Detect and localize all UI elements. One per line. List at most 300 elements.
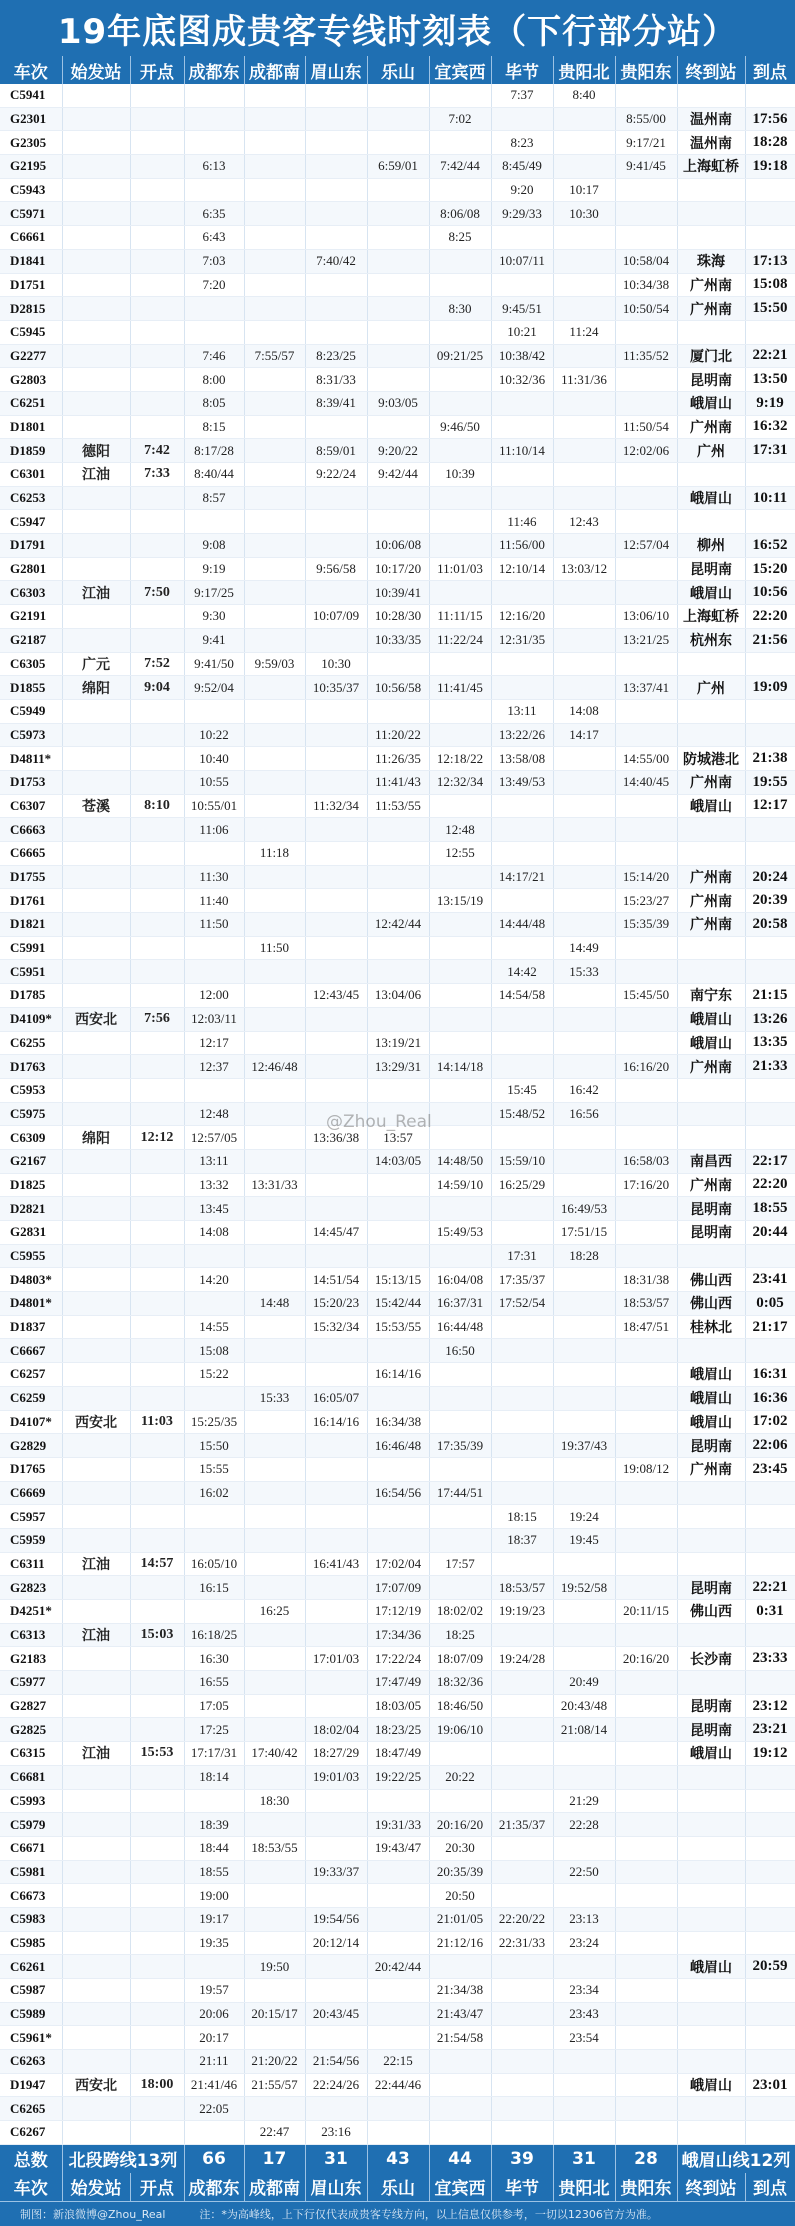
time-guiyangdong bbox=[615, 1955, 677, 1979]
time-chengdudong bbox=[184, 1244, 244, 1268]
train-number: G2277 bbox=[0, 344, 62, 368]
time-bijie: 10:21 bbox=[491, 320, 553, 344]
time-chengdunan bbox=[244, 1221, 305, 1245]
train-number: D1753 bbox=[0, 770, 62, 794]
time-leshan bbox=[367, 699, 429, 723]
time-chengdunan: 11:18 bbox=[244, 842, 305, 866]
time-meishandong: 10:35/37 bbox=[305, 676, 367, 700]
departure-time bbox=[130, 936, 184, 960]
time-leshan bbox=[367, 1197, 429, 1221]
origin-station bbox=[62, 1836, 130, 1860]
time-bijie bbox=[491, 818, 553, 842]
time-guiyangbei bbox=[553, 1647, 615, 1671]
train-number: G2167 bbox=[0, 1149, 62, 1173]
time-chengdunan bbox=[244, 486, 305, 510]
time-meishandong bbox=[305, 960, 367, 984]
origin-station bbox=[62, 770, 130, 794]
time-yibinxi bbox=[429, 984, 491, 1008]
time-chengdunan bbox=[244, 1671, 305, 1695]
column-header: 眉山东 bbox=[305, 56, 367, 84]
table-row bbox=[0, 794, 795, 818]
time-meishandong: 13:36/38 bbox=[305, 1126, 367, 1150]
time-guiyangbei bbox=[553, 913, 615, 937]
time-guiyangbei bbox=[553, 1742, 615, 1766]
table-row bbox=[0, 889, 795, 913]
destination-station: 峨眉山 bbox=[677, 2073, 745, 2097]
train-number: C5943 bbox=[0, 178, 62, 202]
departure-time bbox=[130, 297, 184, 321]
time-chengdunan: 9:59/03 bbox=[244, 652, 305, 676]
arrival-time: 22:20 bbox=[745, 605, 795, 629]
arrival-time: 19:18 bbox=[745, 155, 795, 179]
table-row bbox=[0, 1907, 795, 1931]
time-guiyangdong bbox=[615, 699, 677, 723]
arrival-time: 16:36 bbox=[745, 1386, 795, 1410]
time-guiyangdong bbox=[615, 1718, 677, 1742]
time-bijie bbox=[491, 889, 553, 913]
train-number: C6667 bbox=[0, 1339, 62, 1363]
time-bijie: 15:48/52 bbox=[491, 1102, 553, 1126]
origin-station bbox=[62, 818, 130, 842]
time-bijie bbox=[491, 486, 553, 510]
table-row bbox=[0, 2026, 795, 2050]
departure-time: 7:50 bbox=[130, 581, 184, 605]
destination-station: 昆明南 bbox=[677, 1197, 745, 1221]
destination-station bbox=[677, 818, 745, 842]
time-guiyangbei bbox=[553, 818, 615, 842]
destination-station bbox=[677, 1907, 745, 1931]
time-chengdunan: 20:15/17 bbox=[244, 2002, 305, 2026]
departure-time bbox=[130, 1836, 184, 1860]
time-chengdudong: 10:55/01 bbox=[184, 794, 244, 818]
train-number: C6661 bbox=[0, 226, 62, 250]
time-meishandong bbox=[305, 202, 367, 226]
destination-station bbox=[677, 1813, 745, 1837]
origin-station bbox=[62, 723, 130, 747]
time-meishandong: 16:14/16 bbox=[305, 1410, 367, 1434]
time-chengdudong: 16:30 bbox=[184, 1647, 244, 1671]
time-yibinxi bbox=[429, 486, 491, 510]
arrival-time: 19:55 bbox=[745, 770, 795, 794]
arrival-time: 13:26 bbox=[745, 1007, 795, 1031]
time-chengdudong bbox=[184, 960, 244, 984]
time-chengdudong bbox=[184, 842, 244, 866]
time-chengdudong: 13:32 bbox=[184, 1173, 244, 1197]
train-number: D1837 bbox=[0, 1315, 62, 1339]
table-row bbox=[0, 1718, 795, 1742]
time-bijie bbox=[491, 842, 553, 866]
time-guiyangdong bbox=[615, 2050, 677, 2074]
time-guiyangdong bbox=[615, 510, 677, 534]
destination-station bbox=[677, 2097, 745, 2121]
time-leshan: 10:28/30 bbox=[367, 605, 429, 629]
time-guiyangbei: 18:28 bbox=[553, 1244, 615, 1268]
time-guiyangdong: 9:41/45 bbox=[615, 155, 677, 179]
time-leshan bbox=[367, 344, 429, 368]
origin-station bbox=[62, 1481, 130, 1505]
origin-station bbox=[62, 1292, 130, 1316]
table-row bbox=[0, 2050, 795, 2074]
origin-station bbox=[62, 320, 130, 344]
destination-station bbox=[677, 2121, 745, 2145]
train-number: C5947 bbox=[0, 510, 62, 534]
column-header: 始发站 bbox=[62, 2173, 130, 2201]
time-chengdudong: 14:20 bbox=[184, 1268, 244, 1292]
time-guiyangbei bbox=[553, 1268, 615, 1292]
time-meishandong bbox=[305, 1979, 367, 2003]
total-count: 31 bbox=[305, 2144, 367, 2173]
time-guiyangbei: 22:50 bbox=[553, 1860, 615, 1884]
origin-station: 江油 bbox=[62, 1552, 130, 1576]
table-row bbox=[0, 273, 795, 297]
time-meishandong: 9:56/58 bbox=[305, 557, 367, 581]
time-guiyangbei: 10:17 bbox=[553, 178, 615, 202]
time-yibinxi: 20:16/20 bbox=[429, 1813, 491, 1837]
table-row bbox=[0, 1457, 795, 1481]
time-leshan: 10:17/20 bbox=[367, 557, 429, 581]
destination-station: 峨眉山 bbox=[677, 581, 745, 605]
time-guiyangdong: 13:06/10 bbox=[615, 605, 677, 629]
destination-station bbox=[677, 1528, 745, 1552]
time-leshan: 18:03/05 bbox=[367, 1694, 429, 1718]
time-chengdudong: 8:05 bbox=[184, 391, 244, 415]
train-number: C5977 bbox=[0, 1671, 62, 1695]
origin-station bbox=[62, 1528, 130, 1552]
origin-station bbox=[62, 486, 130, 510]
train-number: G2829 bbox=[0, 1434, 62, 1458]
destination-station: 昆明南 bbox=[677, 557, 745, 581]
time-leshan: 17:07/09 bbox=[367, 1576, 429, 1600]
destination-station: 上海虹桥 bbox=[677, 155, 745, 179]
origin-station: 西安北 bbox=[62, 2073, 130, 2097]
time-yibinxi bbox=[429, 581, 491, 605]
time-guiyangbei: 19:45 bbox=[553, 1528, 615, 1552]
time-guiyangdong: 10:34/38 bbox=[615, 273, 677, 297]
time-chengdudong: 8:40/44 bbox=[184, 463, 244, 487]
origin-station bbox=[62, 628, 130, 652]
time-guiyangdong: 17:16/20 bbox=[615, 1173, 677, 1197]
time-guiyangbei bbox=[553, 226, 615, 250]
time-yibinxi: 12:55 bbox=[429, 842, 491, 866]
table-row bbox=[0, 1386, 795, 1410]
time-chengdudong: 12:57/05 bbox=[184, 1126, 244, 1150]
table-row bbox=[0, 913, 795, 937]
destination-station bbox=[677, 2050, 745, 2074]
time-guiyangdong: 15:14/20 bbox=[615, 865, 677, 889]
time-meishandong: 19:01/03 bbox=[305, 1765, 367, 1789]
time-chengdunan bbox=[244, 557, 305, 581]
total-count: 39 bbox=[491, 2144, 553, 2173]
time-leshan: 9:42/44 bbox=[367, 463, 429, 487]
train-number: C6671 bbox=[0, 1836, 62, 1860]
train-number: G2801 bbox=[0, 557, 62, 581]
train-number: C6255 bbox=[0, 1031, 62, 1055]
train-number: C5953 bbox=[0, 1078, 62, 1102]
train-number: C6665 bbox=[0, 842, 62, 866]
column-header: 毕节 bbox=[491, 56, 553, 84]
time-meishandong: 14:51/54 bbox=[305, 1268, 367, 1292]
time-chengdudong bbox=[184, 320, 244, 344]
column-header: 贵阳东 bbox=[615, 56, 677, 84]
time-bijie: 12:10/14 bbox=[491, 557, 553, 581]
time-guiyangbei bbox=[553, 794, 615, 818]
origin-station bbox=[62, 1363, 130, 1387]
departure-time bbox=[130, 368, 184, 392]
time-leshan: 19:43/47 bbox=[367, 1836, 429, 1860]
time-meishandong bbox=[305, 1789, 367, 1813]
table-row bbox=[0, 1410, 795, 1434]
time-chengdunan bbox=[244, 1647, 305, 1671]
time-guiyangbei: 11:31/36 bbox=[553, 368, 615, 392]
arrival-time bbox=[745, 2050, 795, 2074]
destination-station: 昆明南 bbox=[677, 1221, 745, 1245]
bottom-header-row bbox=[0, 2173, 795, 2201]
time-guiyangbei bbox=[553, 2073, 615, 2097]
time-bijie: 14:17/21 bbox=[491, 865, 553, 889]
time-chengdudong: 18:55 bbox=[184, 1860, 244, 1884]
origin-station bbox=[62, 2026, 130, 2050]
destination-station bbox=[677, 1078, 745, 1102]
time-yibinxi bbox=[429, 439, 491, 463]
time-yibinxi bbox=[429, 1955, 491, 1979]
time-guiyangbei bbox=[553, 770, 615, 794]
origin-station bbox=[62, 1386, 130, 1410]
time-leshan bbox=[367, 1860, 429, 1884]
time-meishandong bbox=[305, 178, 367, 202]
time-guiyangdong: 11:35/52 bbox=[615, 344, 677, 368]
time-meishandong bbox=[305, 131, 367, 155]
time-chengdudong bbox=[184, 1789, 244, 1813]
time-leshan: 6:59/01 bbox=[367, 155, 429, 179]
time-chengdunan bbox=[244, 178, 305, 202]
time-leshan bbox=[367, 936, 429, 960]
column-header: 终到站 bbox=[677, 56, 745, 84]
time-yibinxi bbox=[429, 1457, 491, 1481]
time-bijie bbox=[491, 1007, 553, 1031]
time-leshan bbox=[367, 131, 429, 155]
destination-station: 广州南 bbox=[677, 1173, 745, 1197]
train-number: D4107* bbox=[0, 1410, 62, 1434]
time-bijie bbox=[491, 1742, 553, 1766]
train-number: C5941 bbox=[0, 84, 62, 107]
arrival-time bbox=[745, 226, 795, 250]
arrival-time: 23:01 bbox=[745, 2073, 795, 2097]
time-meishandong bbox=[305, 1481, 367, 1505]
time-yibinxi bbox=[429, 178, 491, 202]
train-number: C6303 bbox=[0, 581, 62, 605]
time-meishandong bbox=[305, 1576, 367, 1600]
time-chengdunan bbox=[244, 960, 305, 984]
departure-time bbox=[130, 1268, 184, 1292]
departure-time bbox=[130, 1955, 184, 1979]
arrival-time: 20:58 bbox=[745, 913, 795, 937]
time-guiyangbei bbox=[553, 344, 615, 368]
time-chengdudong: 20:06 bbox=[184, 2002, 244, 2026]
time-leshan bbox=[367, 226, 429, 250]
time-chengdudong: 14:55 bbox=[184, 1315, 244, 1339]
table-row bbox=[0, 770, 795, 794]
time-chengdunan: 19:50 bbox=[244, 1955, 305, 1979]
time-chengdudong: 9:41 bbox=[184, 628, 244, 652]
destination-station bbox=[677, 1505, 745, 1529]
time-chengdudong: 6:35 bbox=[184, 202, 244, 226]
table-row bbox=[0, 1576, 795, 1600]
time-bijie bbox=[491, 2002, 553, 2026]
time-chengdudong: 20:17 bbox=[184, 2026, 244, 2050]
time-meishandong bbox=[305, 1149, 367, 1173]
time-guiyangbei: 17:51/15 bbox=[553, 1221, 615, 1245]
time-chengdunan: 21:20/22 bbox=[244, 2050, 305, 2074]
time-guiyangbei bbox=[553, 2097, 615, 2121]
train-number: D1825 bbox=[0, 1173, 62, 1197]
time-chengdunan: 18:53/55 bbox=[244, 1836, 305, 1860]
train-number: C6259 bbox=[0, 1386, 62, 1410]
time-chengdunan bbox=[244, 1315, 305, 1339]
destination-station bbox=[677, 320, 745, 344]
time-leshan: 13:19/21 bbox=[367, 1031, 429, 1055]
time-leshan bbox=[367, 415, 429, 439]
origin-station: 广元 bbox=[62, 652, 130, 676]
table-row bbox=[0, 723, 795, 747]
time-guiyangdong: 15:23/27 bbox=[615, 889, 677, 913]
destination-station: 柳州 bbox=[677, 534, 745, 558]
time-yibinxi: 21:54/58 bbox=[429, 2026, 491, 2050]
header-row bbox=[0, 56, 795, 84]
table-row bbox=[0, 1363, 795, 1387]
time-guiyangdong bbox=[615, 84, 677, 107]
time-leshan: 16:14/16 bbox=[367, 1363, 429, 1387]
departure-time bbox=[130, 107, 184, 131]
origin-station bbox=[62, 984, 130, 1008]
departure-time: 18:00 bbox=[130, 2073, 184, 2097]
departure-time bbox=[130, 1481, 184, 1505]
time-chengdudong: 17:17/31 bbox=[184, 1742, 244, 1766]
destination-station: 上海虹桥 bbox=[677, 605, 745, 629]
time-meishandong: 12:43/45 bbox=[305, 984, 367, 1008]
departure-time bbox=[130, 723, 184, 747]
train-number: C6265 bbox=[0, 2097, 62, 2121]
time-guiyangdong bbox=[615, 652, 677, 676]
time-leshan bbox=[367, 2002, 429, 2026]
time-meishandong bbox=[305, 1197, 367, 1221]
time-leshan: 18:47/49 bbox=[367, 1742, 429, 1766]
time-chengdudong: 8:00 bbox=[184, 368, 244, 392]
time-leshan bbox=[367, 249, 429, 273]
column-header: 始发站 bbox=[62, 56, 130, 84]
time-bijie bbox=[491, 463, 553, 487]
departure-time bbox=[130, 320, 184, 344]
departure-time bbox=[130, 1055, 184, 1079]
time-guiyangbei: 23:34 bbox=[553, 1979, 615, 2003]
time-bijie: 19:19/23 bbox=[491, 1600, 553, 1624]
origin-station bbox=[62, 249, 130, 273]
time-chengdudong: 18:44 bbox=[184, 1836, 244, 1860]
table-row bbox=[0, 1528, 795, 1552]
time-bijie: 12:16/20 bbox=[491, 605, 553, 629]
departure-time bbox=[130, 1765, 184, 1789]
origin-station bbox=[62, 1268, 130, 1292]
arrival-time bbox=[745, 1789, 795, 1813]
time-leshan bbox=[367, 1221, 429, 1245]
time-bijie: 11:46 bbox=[491, 510, 553, 534]
time-chengdunan bbox=[244, 1860, 305, 1884]
time-bijie bbox=[491, 1836, 553, 1860]
destination-station bbox=[677, 1931, 745, 1955]
column-header: 车次 bbox=[0, 56, 62, 84]
origin-station bbox=[62, 226, 130, 250]
time-chengdunan bbox=[244, 1434, 305, 1458]
origin-station: 江油 bbox=[62, 1742, 130, 1766]
train-number: C5957 bbox=[0, 1505, 62, 1529]
time-guiyangdong bbox=[615, 581, 677, 605]
train-number: D1855 bbox=[0, 676, 62, 700]
time-guiyangbei bbox=[553, 889, 615, 913]
time-bijie: 13:58/08 bbox=[491, 747, 553, 771]
origin-station bbox=[62, 1765, 130, 1789]
time-leshan: 11:41/43 bbox=[367, 770, 429, 794]
time-leshan bbox=[367, 1907, 429, 1931]
arrival-time bbox=[745, 2026, 795, 2050]
time-bijie: 13:49/53 bbox=[491, 770, 553, 794]
time-guiyangbei: 23:13 bbox=[553, 1907, 615, 1931]
time-yibinxi: 16:50 bbox=[429, 1339, 491, 1363]
time-yibinxi: 16:44/48 bbox=[429, 1315, 491, 1339]
time-yibinxi bbox=[429, 865, 491, 889]
column-header: 宜宾西 bbox=[429, 56, 491, 84]
time-leshan bbox=[367, 842, 429, 866]
time-yibinxi: 13:15/19 bbox=[429, 889, 491, 913]
time-guiyangdong bbox=[615, 1410, 677, 1434]
train-number: C6313 bbox=[0, 1623, 62, 1647]
time-bijie bbox=[491, 273, 553, 297]
time-yibinxi bbox=[429, 794, 491, 818]
time-chengdudong: 8:17/28 bbox=[184, 439, 244, 463]
column-header: 到点 bbox=[745, 2173, 795, 2201]
time-chengdunan bbox=[244, 1481, 305, 1505]
departure-time bbox=[130, 889, 184, 913]
departure-time: 8:10 bbox=[130, 794, 184, 818]
time-yibinxi bbox=[429, 2073, 491, 2097]
arrival-time bbox=[745, 510, 795, 534]
departure-time bbox=[130, 2002, 184, 2026]
departure-time bbox=[130, 770, 184, 794]
train-number: D1761 bbox=[0, 889, 62, 913]
origin-station bbox=[62, 1884, 130, 1908]
table-row bbox=[0, 415, 795, 439]
time-yibinxi bbox=[429, 534, 491, 558]
arrival-time: 10:11 bbox=[745, 486, 795, 510]
time-guiyangbei bbox=[553, 1315, 615, 1339]
time-yibinxi bbox=[429, 2050, 491, 2074]
column-header: 到点 bbox=[745, 56, 795, 84]
destination-station bbox=[677, 202, 745, 226]
time-chengdunan bbox=[244, 1576, 305, 1600]
destination-station bbox=[677, 1552, 745, 1576]
time-chengdunan bbox=[244, 1031, 305, 1055]
time-leshan bbox=[367, 486, 429, 510]
destination-station: 峨眉山 bbox=[677, 1386, 745, 1410]
time-leshan: 11:26/35 bbox=[367, 747, 429, 771]
time-guiyangbei bbox=[553, 1173, 615, 1197]
time-chengdunan bbox=[244, 391, 305, 415]
time-chengdudong bbox=[184, 84, 244, 107]
time-chengdunan bbox=[244, 1718, 305, 1742]
table-row bbox=[0, 984, 795, 1008]
time-chengdunan bbox=[244, 605, 305, 629]
destination-station bbox=[677, 1339, 745, 1363]
time-guiyangbei: 11:24 bbox=[553, 320, 615, 344]
time-chengdudong: 21:11 bbox=[184, 2050, 244, 2074]
